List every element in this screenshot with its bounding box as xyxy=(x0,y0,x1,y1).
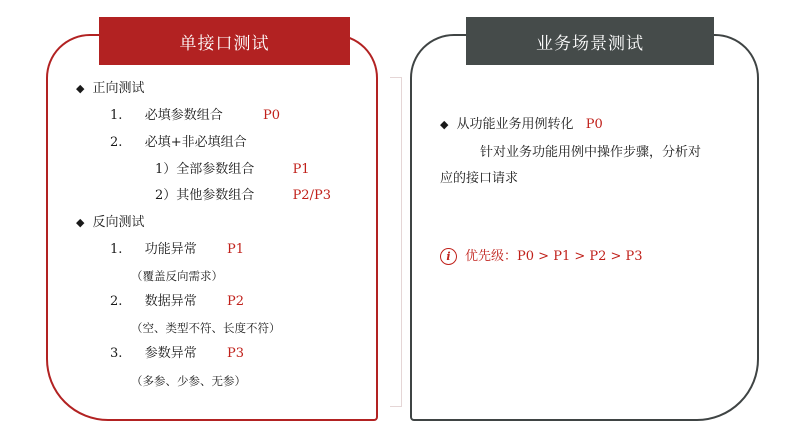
negative-note-3: （多参、少参、无参） xyxy=(131,374,246,388)
business-bullet: ◆ 从功能业务用例转化 P0 xyxy=(440,117,603,132)
negative-test-heading: ◆ 反向测试 xyxy=(76,215,145,230)
business-desc-line-2: 应的接口请求 xyxy=(440,171,519,186)
negative-item-3: 3. 参数异常 P3 xyxy=(110,346,245,361)
business-scenario-title: 业务场景测试 xyxy=(466,17,714,65)
priority-p0: P0 xyxy=(262,108,281,123)
info-icon: i xyxy=(440,248,457,265)
decorative-connector xyxy=(390,77,402,407)
positive-sub-1: 1）全部参数组合 P1 xyxy=(155,162,310,177)
business-desc-line-1: 针对业务功能用例中操作步骤，分析对 xyxy=(480,145,702,160)
negative-note-1: （覆盖反向需求） xyxy=(131,269,223,283)
diamond-bullet-icon: ◆ xyxy=(76,82,85,95)
negative-item-1: 1. 功能异常 P1 xyxy=(110,242,245,257)
priority-p2: P2 xyxy=(226,294,245,309)
priority-label: 优先级： xyxy=(465,249,518,264)
positive-item-2: 2. 必填+非必填组合 xyxy=(110,135,247,150)
priority-p0: P0 xyxy=(585,117,603,132)
positive-item-1: 1. 必填参数组合 P0 xyxy=(110,108,281,123)
priority-p1: P1 xyxy=(226,242,245,257)
priority-order: P0 > P1 > P2 > P3 xyxy=(517,249,643,264)
negative-item-2: 2. 数据异常 P2 xyxy=(110,294,245,309)
priority-p1: P1 xyxy=(292,162,310,177)
priority-p2-p3: P2/P3 xyxy=(292,188,331,203)
single-interface-title: 单接口测试 xyxy=(99,17,350,65)
positive-test-heading: ◆ 正向测试 xyxy=(76,81,145,96)
diamond-bullet-icon: ◆ xyxy=(76,216,85,229)
positive-sub-2: 2）其他参数组合 P2/P3 xyxy=(155,188,331,203)
priority-p3: P3 xyxy=(226,346,245,361)
priority-order-line xyxy=(440,248,643,265)
business-scenario-panel xyxy=(410,34,759,421)
diamond-bullet-icon: ◆ xyxy=(440,118,449,131)
negative-note-2: （空、类型不符、长度不符） xyxy=(131,321,281,335)
